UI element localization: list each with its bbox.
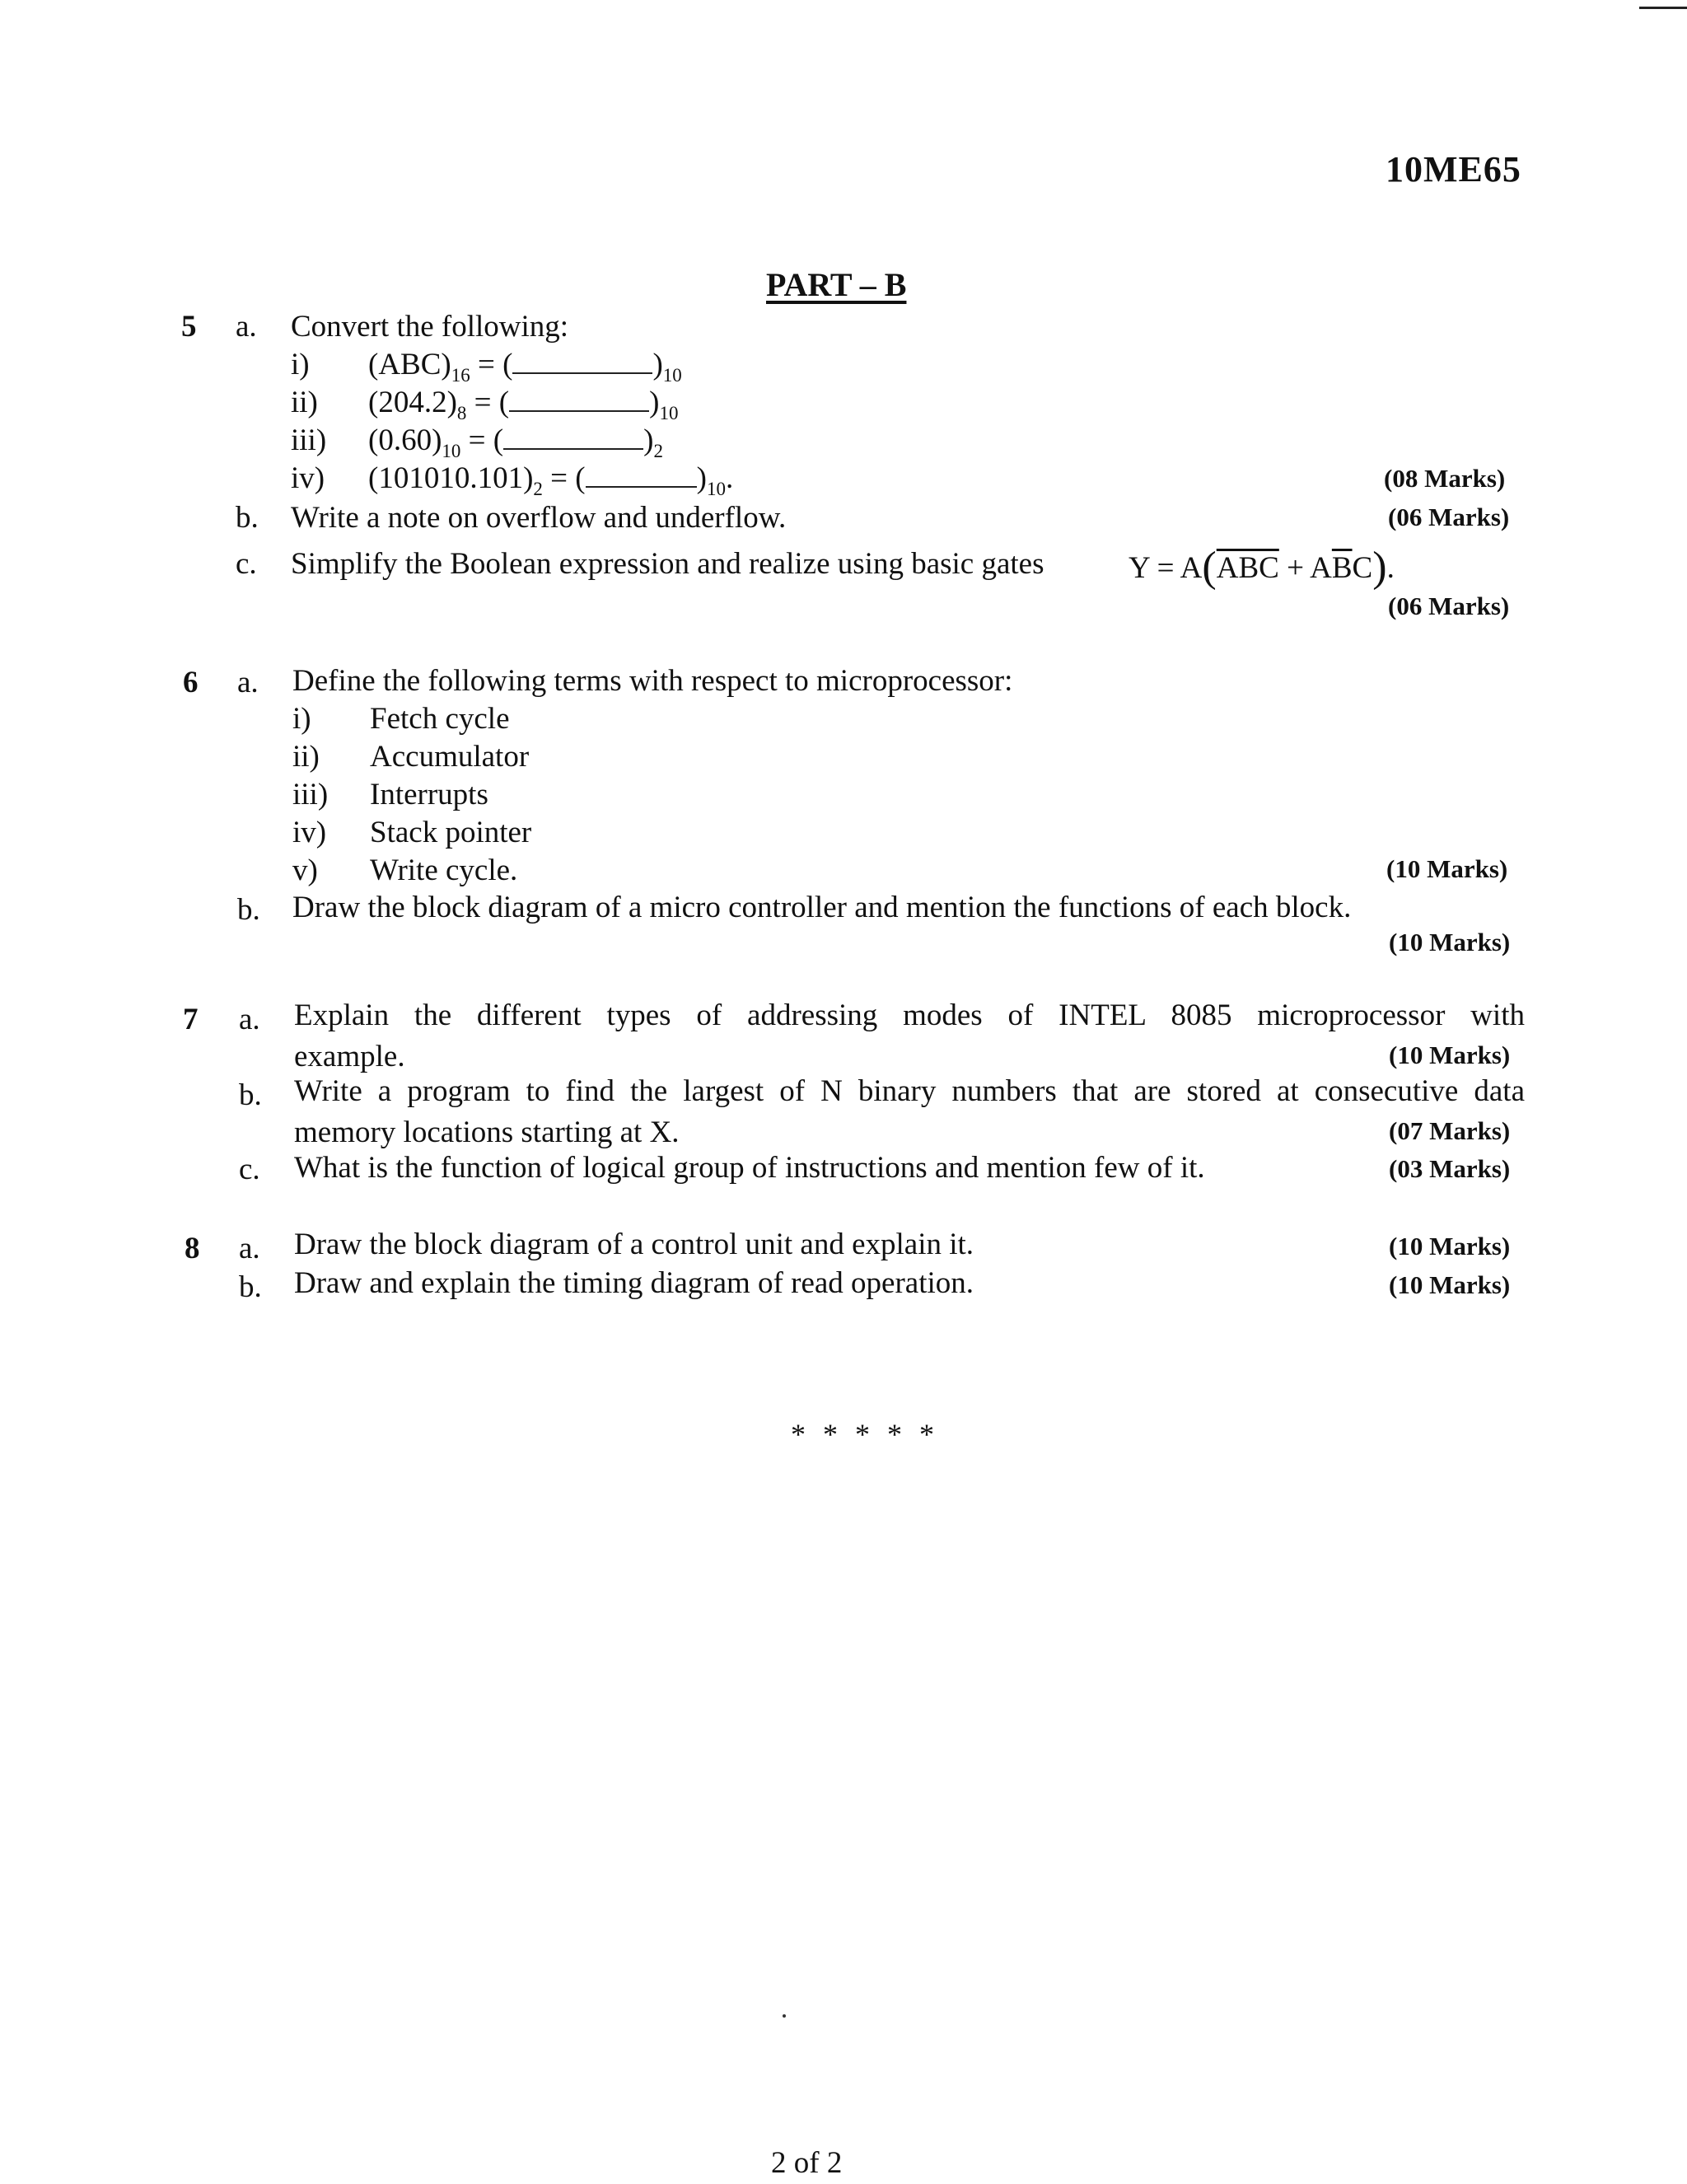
- q6a-item-4-number: iv): [292, 816, 327, 849]
- q6a-text: Define the following terms with respect to microprocessor:: [292, 664, 1013, 698]
- q7a-text-line1: Explain the different types of addressing modes of INTEL 8085 microprocessor with: [294, 998, 1525, 1032]
- answer-blank[interactable]: [586, 463, 697, 488]
- item-number: ii): [291, 386, 318, 419]
- q5a-text: Convert the following:: [291, 310, 569, 344]
- q7c-label: c.: [239, 1153, 260, 1186]
- q7b-label: b.: [239, 1078, 262, 1112]
- q5a-item-1-expr: $(ABC)_{16}$ = ( )$_{10}$: [368, 348, 682, 386]
- question-number-6: 6: [183, 666, 199, 699]
- answer-blank[interactable]: [509, 387, 649, 412]
- q8b-marks: (10 Marks): [1389, 1270, 1511, 1299]
- q5a-item-2: [291, 385, 318, 420]
- q5c-marks: (06 Marks): [1388, 592, 1510, 620]
- q7c-marks: (03 Marks): [1389, 1154, 1511, 1183]
- scan-edge-line: [1639, 7, 1687, 9]
- q5c-text: Simplify the Boolean expression and realize using basic gates: [291, 547, 1044, 581]
- q6a-item-3-number: iii): [292, 778, 329, 811]
- q6a-item-4-text: Stack pointer: [370, 816, 532, 849]
- q6b-text: Draw the block diagram of a micro controller and mention the functions of each block.: [292, 891, 1352, 924]
- q6b-label: b.: [237, 893, 260, 927]
- end-stars: * * * * *: [791, 1418, 939, 1451]
- q6a-item-2-number: ii): [292, 740, 320, 774]
- q5a-item-3-expr: $(0.60)_{10}$ = ( )$_2$: [368, 423, 663, 461]
- q7b-text-line2: memory locations starting at X.: [294, 1115, 680, 1149]
- q5a-item-4: [291, 461, 325, 496]
- part-title: PART – B: [766, 266, 907, 303]
- question-number-8: 8: [185, 1232, 200, 1265]
- q6a-item-2-text: Accumulator: [370, 740, 530, 774]
- q5a-item-2-expr: $(204.2)_8$ = ( )$_{10}$: [368, 386, 679, 423]
- item-number: i): [291, 348, 310, 381]
- q7a-text-line2: example.: [294, 1040, 405, 1073]
- answer-blank[interactable]: [512, 349, 652, 374]
- q7c-text: What is the function of logical group of instructions and mention few of it.: [294, 1151, 1205, 1185]
- question-number-7: 7: [183, 1003, 199, 1036]
- q6a-item-5-number: v): [292, 853, 318, 887]
- q7a-label: a.: [239, 1003, 260, 1036]
- q5a-item-3: [291, 423, 326, 458]
- q8a-text: Draw the block diagram of a control unit and explain it.: [294, 1228, 974, 1261]
- item-number: iv): [291, 461, 325, 495]
- q7b-marks: (07 Marks): [1389, 1116, 1511, 1145]
- q5a-marks: (08 Marks): [1384, 464, 1506, 493]
- q6a-item-3-text: Interrupts: [370, 778, 488, 811]
- question-number-5: 5: [181, 310, 197, 344]
- q6a-label: a.: [237, 666, 259, 699]
- q6b-marks: (10 Marks): [1389, 928, 1511, 956]
- answer-blank[interactable]: [503, 425, 643, 450]
- q5a-label: a.: [236, 310, 257, 344]
- q8a-marks: (10 Marks): [1389, 1232, 1511, 1260]
- q5a-item-1: [291, 347, 310, 382]
- q8b-label: b.: [239, 1270, 262, 1304]
- scan-dot: [783, 2014, 786, 2018]
- q5a-item-4-expr: $(101010.101)_2$ = ( )$_{10}$.: [368, 461, 734, 499]
- boolean-expression: $Y = A(\overline{ABC} + A\overline{B}C)$.: [1129, 544, 1395, 591]
- q7a-marks: (10 Marks): [1389, 1041, 1511, 1069]
- page-number: 2 of 2: [771, 2146, 843, 2180]
- q8a-label: a.: [239, 1232, 260, 1265]
- q6a-item-1-text: Fetch cycle: [370, 702, 510, 736]
- q8b-text: Draw and explain the timing diagram of read operation.: [294, 1266, 974, 1300]
- q5b-label: b.: [236, 501, 259, 535]
- q5b-marks: (06 Marks): [1388, 503, 1510, 531]
- item-number: iii): [291, 423, 327, 457]
- q5b-text: Write a note on overflow and underflow.: [291, 501, 787, 535]
- paper-code: 10ME65: [1386, 149, 1521, 189]
- q6a-item-5-text: Write cycle.: [370, 853, 518, 887]
- q6a-item-1-number: i): [292, 702, 311, 736]
- q7b-text-line1: Write a program to find the largest of N binary numbers that are stored at consecutive data: [294, 1074, 1525, 1108]
- q6a-marks: (10 Marks): [1386, 854, 1508, 883]
- q5c-label: c.: [236, 547, 257, 581]
